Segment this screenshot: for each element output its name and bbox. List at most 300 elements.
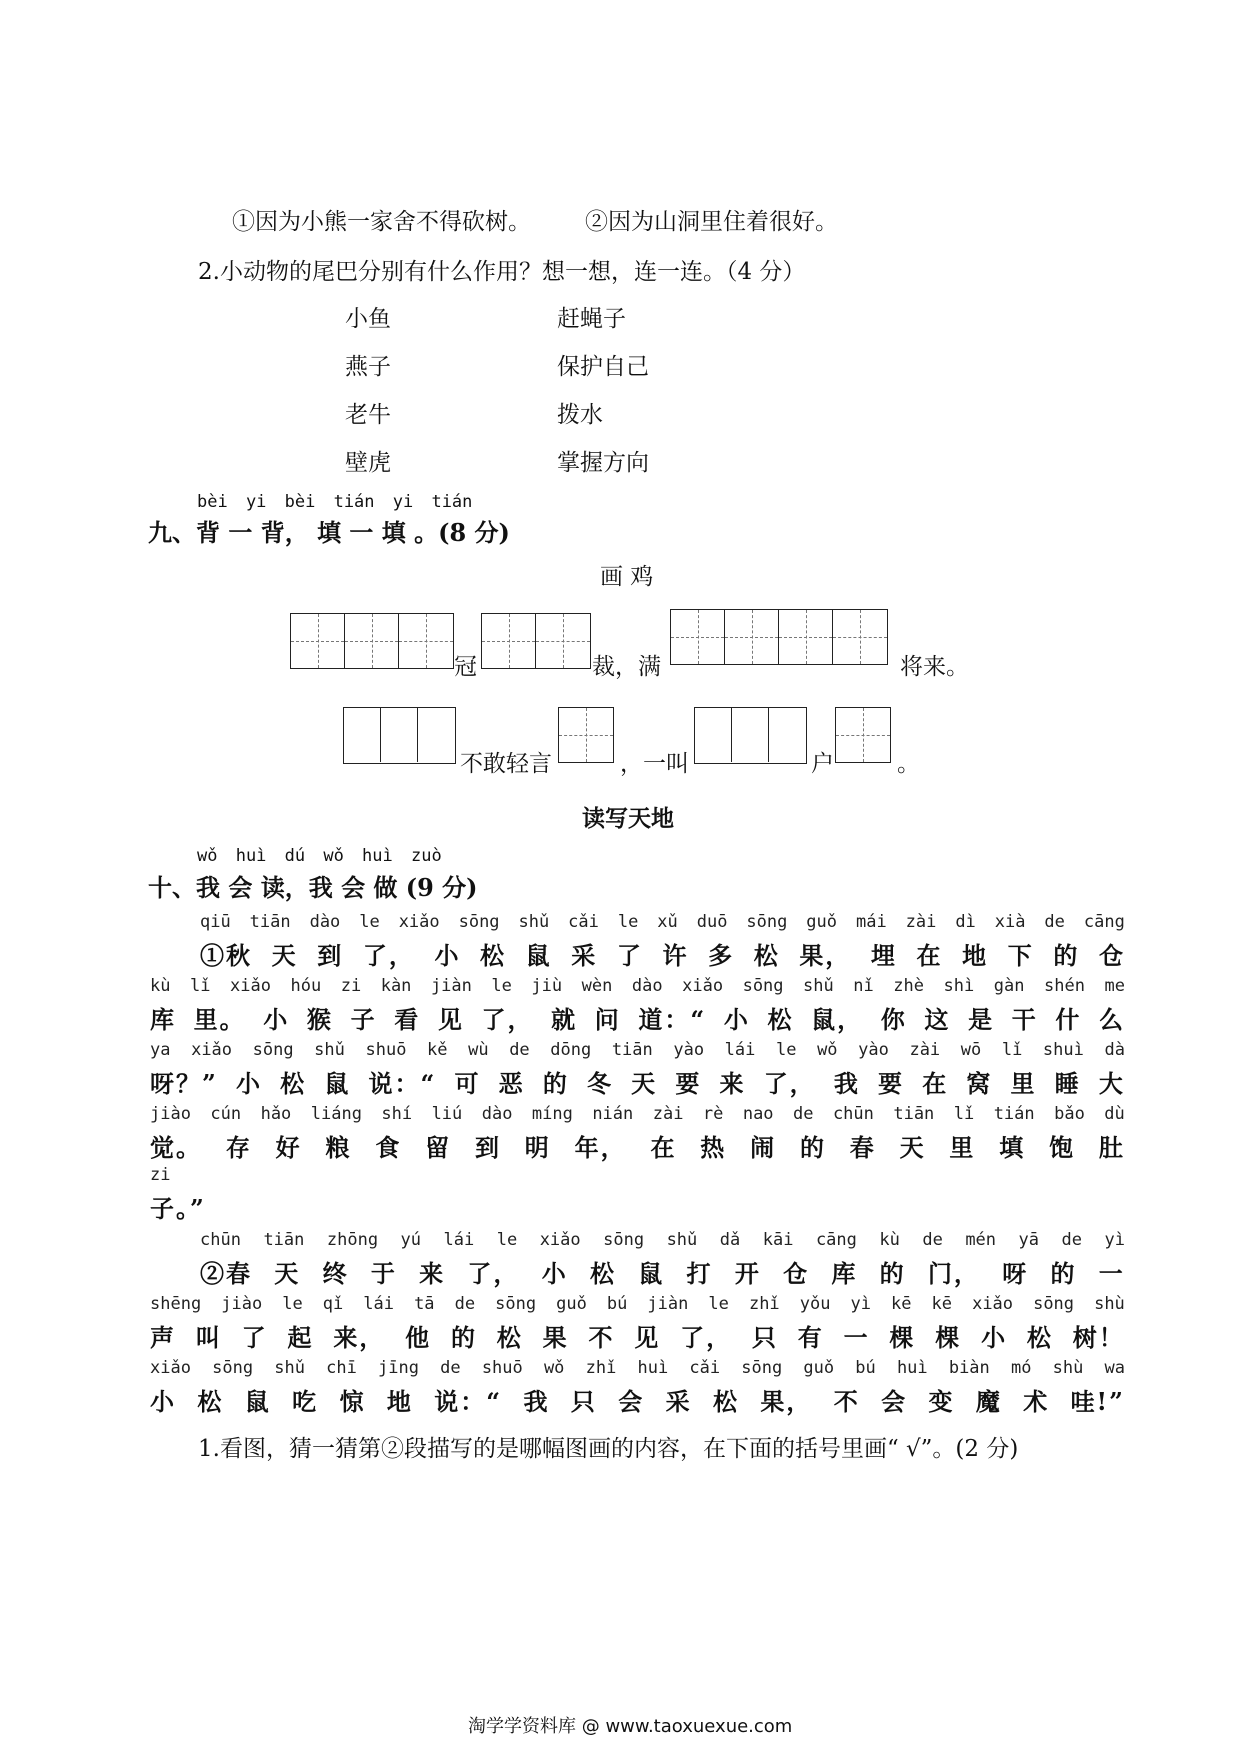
pinyin-syllable: yì — [850, 1294, 871, 1314]
hanzi-char: 大 — [1098, 1069, 1125, 1098]
pinyin-syllable: zi — [150, 1165, 171, 1185]
hanzi-char: 来 — [419, 1259, 446, 1288]
hanzi-char: 留 — [425, 1133, 452, 1162]
hanzi-char: 开 — [734, 1259, 761, 1288]
poem-text: ，一叫 — [620, 751, 689, 777]
pinyin-syllable: duō — [696, 912, 728, 932]
hanzi-char: 会 — [881, 1387, 908, 1416]
pinyin-syllable: sōng — [252, 1040, 294, 1060]
hanzi-char: 年， — [574, 1133, 627, 1162]
hanzi-char: 的 — [879, 1259, 906, 1288]
pinyin-syllable: tiān — [893, 1104, 935, 1124]
pinyin-line — [150, 1040, 1125, 1060]
pinyin-syllable: sōng — [458, 912, 500, 932]
pinyin-syllable: huì — [896, 1358, 928, 1378]
pinyin-syllable: chūn — [832, 1104, 874, 1124]
pinyin-syllable: shēng — [150, 1294, 202, 1314]
hanzi-char: 么 — [1098, 1005, 1125, 1034]
pinyin-syllable: de — [509, 1040, 530, 1060]
passage-line — [150, 1165, 210, 1227]
hanzi-char: 小 — [541, 1259, 568, 1288]
hanzi-char: 魔 — [975, 1387, 1002, 1416]
pinyin-syllable: nao — [742, 1104, 774, 1124]
pinyin-syllable: le — [617, 912, 639, 932]
hanzi-char: 了， — [481, 1005, 534, 1034]
part-title: 读写天地 — [582, 805, 674, 832]
pinyin-line — [200, 912, 1125, 932]
answer-grid-5[interactable] — [558, 707, 614, 763]
hanzi-line — [150, 1064, 1125, 1099]
pinyin-syllable: zài — [652, 1104, 684, 1124]
pinyin-syllable: dào — [481, 1104, 513, 1124]
pinyin-syllable: le — [708, 1294, 729, 1314]
hanzi-char: 说：“ — [434, 1387, 503, 1416]
answer-grid-1[interactable] — [290, 613, 454, 669]
pinyin-syllable: sōng — [741, 1358, 783, 1378]
section-9-heading — [197, 492, 472, 512]
pinyin-syllable: shǔ — [666, 1230, 698, 1250]
pinyin-syllable: zhǐ — [748, 1294, 780, 1314]
hanzi-char: 地 — [386, 1387, 413, 1416]
hanzi-char: 猴 — [306, 1005, 333, 1034]
hanzi-char: 呀？” — [150, 1069, 218, 1098]
pinyin-syllable: de — [1044, 912, 1065, 932]
pinyin-syllable: yú — [400, 1230, 422, 1250]
pinyin-syllable: bú — [855, 1358, 876, 1378]
pinyin-syllable: me — [1104, 976, 1125, 996]
pinyin-syllable: mén — [965, 1230, 997, 1250]
pinyin-syllable: tiān — [611, 1040, 653, 1060]
pinyin-syllable: guǒ — [806, 912, 838, 932]
passage-line — [150, 1104, 1125, 1166]
hanzi-char: 鼠 — [638, 1259, 665, 1288]
hanzi-char: 松 — [496, 1323, 523, 1352]
question-8-2: 2.小动物的尾巴分别有什么作用？想一想，连一连。（4 分） — [198, 259, 806, 285]
pinyin-line — [150, 1358, 1125, 1378]
pinyin-syllable: dào — [631, 976, 663, 996]
pinyin-syllable: guǒ — [803, 1358, 835, 1378]
pinyin-syllable: zhōng — [326, 1230, 379, 1250]
hanzi-char: 道：“ — [638, 1005, 707, 1034]
hanzi-char: 门， — [927, 1259, 980, 1288]
hanzi-char: 库 — [150, 1005, 176, 1034]
pinyin-syllable: sōng — [495, 1294, 537, 1314]
hanzi-char: 吃 — [292, 1387, 319, 1416]
pinyin-syllable: dǎ — [719, 1230, 741, 1250]
hanzi-char: 了， — [680, 1323, 733, 1352]
hanzi-char: 声 — [150, 1323, 176, 1352]
animal-item[interactable]: 小鱼 — [345, 306, 391, 332]
hanzi-char: 在 — [916, 941, 943, 970]
pinyin-syllable: tā — [414, 1294, 435, 1314]
poem-text: 将来。 — [900, 654, 969, 680]
hanzi-char: 棵 — [935, 1323, 962, 1352]
hanzi-char: 了， — [362, 941, 415, 970]
hanzi-char: 见 — [437, 1005, 464, 1034]
hanzi-char: 棵 — [889, 1323, 916, 1352]
pinyin-syllable: kù — [150, 976, 171, 996]
pinyin-syllable: jiào — [221, 1294, 263, 1314]
hanzi-char: 小 — [150, 1387, 176, 1416]
pinyin-syllable: jiàn — [647, 1294, 689, 1314]
hanzi-char: 不 — [588, 1323, 615, 1352]
answer-grid-6[interactable] — [694, 707, 807, 764]
hanzi-char: 问 — [594, 1005, 621, 1034]
pinyin-syllable: mái — [855, 912, 887, 932]
hanzi-char: 的 — [1050, 1259, 1077, 1288]
pinyin-syllable: wǒ — [817, 1040, 838, 1060]
poem-text: 冠 — [454, 654, 477, 680]
hanzi-char: 松 — [753, 941, 780, 970]
animal-item[interactable]: 燕子 — [345, 354, 391, 380]
hanzi-char: 觉。 — [150, 1133, 202, 1162]
hanzi-char: 仓 — [1098, 941, 1125, 970]
hanzi-char: 哇!” — [1070, 1387, 1125, 1416]
pinyin-syllable: kàn — [380, 976, 412, 996]
question-10-1: 1.看图，猜一猜第②段描写的是哪幅图画的内容，在下面的括号里画“ √”。(2 分) — [198, 1436, 1019, 1462]
pinyin-syllable: le — [496, 1230, 518, 1250]
pinyin-syllable: xià — [994, 912, 1026, 932]
pinyin-line — [200, 1230, 1125, 1250]
pinyin-syllable: jiù — [531, 976, 563, 996]
hanzi-char: 小 — [723, 1005, 750, 1034]
pinyin-syllable: lái — [443, 1230, 475, 1250]
option-1: ①因为小熊一家舍不得砍树。 — [232, 209, 531, 235]
pinyin-syllable: dù — [1104, 1104, 1125, 1124]
pinyin-syllable: shí — [381, 1104, 413, 1124]
pinyin-syllable: hǎo — [260, 1104, 292, 1124]
hanzi-char: 见 — [634, 1323, 661, 1352]
hanzi-char: 子。” — [150, 1194, 206, 1223]
hanzi-line — [200, 1254, 1125, 1289]
hanzi-char: 小 — [434, 941, 461, 970]
use-item[interactable]: 赶蝇子 — [557, 306, 626, 332]
hanzi-char: 术 — [1023, 1387, 1050, 1416]
passage-line — [200, 1230, 1125, 1292]
hanzi-char: 一 — [843, 1323, 870, 1352]
hanzi-char: 松 — [1026, 1323, 1053, 1352]
hanzi-char: 窝 — [966, 1069, 993, 1098]
section-9-pinyin: bèi yi bèi tián yi tián — [197, 492, 473, 512]
hanzi-char: 来， — [333, 1323, 386, 1352]
hanzi-char: 在 — [922, 1069, 949, 1098]
pinyin-syllable: yā — [1018, 1230, 1039, 1250]
hanzi-char: 一 — [1098, 1259, 1125, 1288]
hanzi-char: 里 — [949, 1133, 976, 1162]
hanzi-char: 终 — [322, 1259, 349, 1288]
hanzi-char: 多 — [708, 941, 735, 970]
hanzi-char: 只 — [570, 1387, 597, 1416]
pinyin-syllable: de — [1061, 1230, 1082, 1250]
answer-grid-4[interactable] — [343, 707, 456, 764]
hanzi-char: 起 — [287, 1323, 314, 1352]
hanzi-char: 不 — [833, 1387, 860, 1416]
pinyin-syllable: gàn — [993, 976, 1025, 996]
hanzi-char: 睡 — [1054, 1069, 1081, 1098]
pinyin-syllable: yào — [673, 1040, 705, 1060]
hanzi-char: 鼠， — [811, 1005, 864, 1034]
hanzi-char: 的 — [450, 1323, 477, 1352]
hanzi-char: 鼠 — [324, 1069, 351, 1098]
pinyin-syllable: jiào — [150, 1104, 191, 1124]
pinyin-syllable: xiǎo — [191, 1040, 233, 1060]
hanzi-char: 明 — [524, 1133, 551, 1162]
pinyin-syllable: dào — [309, 912, 341, 932]
pinyin-syllable: yào — [858, 1040, 889, 1060]
pinyin-line — [150, 976, 1125, 996]
pinyin-syllable: kē — [931, 1294, 953, 1314]
hanzi-char: 说：“ — [368, 1069, 437, 1098]
hanzi-char: 的 — [799, 1133, 826, 1162]
passage-line — [150, 1040, 1125, 1102]
pinyin-syllable: guǒ — [556, 1294, 587, 1314]
hanzi-char: 树！ — [1072, 1323, 1125, 1352]
pinyin-syllable: zài — [905, 912, 937, 932]
pinyin-syllable: sōng — [212, 1358, 254, 1378]
section-10-title: 十、我 会 读，我 会 做 (9 分) — [148, 873, 478, 902]
pinyin-syllable: bú — [606, 1294, 628, 1314]
pinyin-syllable: xiǎo — [682, 976, 724, 996]
pinyin-syllable: le — [775, 1040, 797, 1060]
pinyin-syllable: wa — [1104, 1358, 1125, 1378]
pinyin-syllable: rè — [702, 1104, 724, 1124]
hanzi-char: 果， — [799, 941, 852, 970]
pinyin-syllable: tiān — [249, 912, 291, 932]
pinyin-syllable: le — [359, 912, 380, 932]
hanzi-char: 了， — [467, 1259, 520, 1288]
hanzi-char: 的 — [1053, 941, 1080, 970]
pinyin-syllable: shuō — [365, 1040, 407, 1060]
hanzi-char: 了， — [763, 1069, 816, 1098]
hanzi-char: 于 — [370, 1259, 397, 1288]
hanzi-char: 小 — [263, 1005, 290, 1034]
pinyin-syllable: chūn — [200, 1230, 241, 1250]
pinyin-syllable: kāi — [762, 1230, 794, 1250]
hanzi-char: 会 — [618, 1387, 645, 1416]
hanzi-char: 鼠 — [244, 1387, 271, 1416]
hanzi-char: 天 — [271, 941, 298, 970]
hanzi-line — [150, 1382, 1125, 1417]
pinyin-syllable: de — [793, 1104, 814, 1124]
pinyin-syllable: zhǐ — [585, 1358, 617, 1378]
pinyin-syllable: liú — [431, 1104, 463, 1124]
poem-text: 裁，满 — [592, 654, 661, 680]
pinyin-line — [150, 1294, 1125, 1314]
hanzi-char: 里。 — [193, 1005, 246, 1034]
hanzi-char: 有 — [797, 1323, 824, 1352]
poem-text: 不敢轻言 — [460, 751, 552, 777]
pinyin-syllable: de — [440, 1358, 461, 1378]
hanzi-char: 鼠 — [525, 941, 552, 970]
hanzi-char: 热 — [700, 1133, 727, 1162]
hanzi-char: 冬 — [587, 1069, 613, 1098]
hanzi-char: 埋 — [870, 941, 897, 970]
hanzi-char: 食 — [375, 1133, 402, 1162]
poem-text: 。 — [897, 751, 920, 777]
pinyin-syllable: jiàn — [430, 976, 472, 996]
hanzi-char: 松 — [197, 1387, 224, 1416]
hanzi-char: 下 — [1007, 941, 1034, 970]
pinyin-syllable: xiǎo — [972, 1294, 1014, 1314]
pinyin-syllable: hóu — [290, 976, 322, 996]
pinyin-syllable: zi — [340, 976, 362, 996]
pinyin-syllable: ya — [150, 1040, 171, 1060]
hanzi-char: ②春 — [200, 1259, 252, 1288]
hanzi-char: 果， — [760, 1387, 813, 1416]
hanzi-char: 松 — [767, 1005, 794, 1034]
pinyin-syllable: lǐ — [190, 976, 211, 996]
pinyin-syllable: shǔ — [518, 912, 550, 932]
hanzi-char: 到 — [474, 1133, 501, 1162]
hanzi-line — [200, 936, 1125, 971]
hanzi-char: 填 — [999, 1133, 1026, 1162]
hanzi-char: 许 — [662, 941, 689, 970]
pinyin-syllable: cǎi — [568, 912, 599, 932]
hanzi-char: 呀 — [1002, 1259, 1029, 1288]
pinyin-syllable: wǒ — [543, 1358, 565, 1378]
passage-line — [200, 912, 1125, 974]
poem-text: 户 — [811, 751, 834, 777]
pinyin-syllable: wù — [468, 1040, 489, 1060]
pinyin-syllable: sōng — [742, 976, 784, 996]
pinyin-line — [150, 1165, 210, 1185]
hanzi-char: 果 — [542, 1323, 569, 1352]
hanzi-char: 他 — [405, 1323, 432, 1352]
pinyin-syllable: sōng — [1033, 1294, 1075, 1314]
hanzi-char: 地 — [962, 941, 989, 970]
poem-title: 画 鸡 — [600, 564, 654, 590]
hanzi-char: 采 — [571, 941, 598, 970]
section-10-pinyin: wǒ huì dú wǒ huì zuò — [197, 846, 442, 866]
hanzi-char: 采 — [665, 1387, 692, 1416]
pinyin-syllable: míng — [531, 1104, 573, 1124]
pinyin-syllable: liáng — [310, 1104, 362, 1124]
hanzi-char: 小 — [235, 1069, 262, 1098]
pinyin-syllable: dōng — [550, 1040, 592, 1060]
hanzi-char: 肚 — [1098, 1133, 1125, 1162]
pinyin-syllable: wèn — [581, 976, 613, 996]
passage-line — [150, 1294, 1125, 1356]
use-item[interactable]: 拨水 — [557, 402, 603, 428]
pinyin-syllable: jīng — [378, 1358, 419, 1378]
hanzi-line — [150, 1189, 210, 1224]
hanzi-char: 了 — [241, 1323, 268, 1352]
hanzi-char: 打 — [686, 1259, 713, 1288]
pinyin-syllable: xǔ — [657, 912, 678, 932]
pinyin-syllable: shù — [1052, 1358, 1084, 1378]
pinyin-syllable: qiū — [200, 912, 231, 932]
pinyin-syllable: nǐ — [853, 976, 874, 996]
pinyin-syllable: lǐ — [1001, 1040, 1023, 1060]
pinyin-syllable: yì — [1104, 1230, 1125, 1250]
pinyin-syllable: shuō — [481, 1358, 523, 1378]
hanzi-char: 天 — [899, 1133, 926, 1162]
pinyin-syllable: lǐ — [953, 1104, 975, 1124]
pinyin-syllable: kē — [891, 1294, 912, 1314]
use-item[interactable]: 掌握方向 — [557, 450, 649, 476]
hanzi-char: 松 — [280, 1069, 307, 1098]
hanzi-char: 是 — [968, 1005, 995, 1034]
pinyin-line — [150, 1104, 1125, 1124]
pinyin-syllable: cāng — [815, 1230, 857, 1250]
hanzi-char: 要 — [675, 1069, 702, 1098]
animal-item[interactable]: 壁虎 — [345, 450, 391, 476]
hanzi-char: 饱 — [1049, 1133, 1076, 1162]
pinyin-syllable: zhè — [893, 976, 924, 996]
pinyin-syllable: de — [922, 1230, 943, 1250]
pinyin-syllable: tiān — [263, 1230, 305, 1250]
answer-grid-7[interactable] — [835, 707, 891, 763]
pinyin-syllable: sōng — [603, 1230, 645, 1250]
hanzi-char: 这 — [924, 1005, 951, 1034]
pinyin-syllable: shǔ — [274, 1358, 305, 1378]
pinyin-syllable: shuì — [1042, 1040, 1084, 1060]
hanzi-char: 在 — [650, 1133, 677, 1162]
hanzi-char: 只 — [751, 1323, 778, 1352]
hanzi-char: 库 — [831, 1259, 858, 1288]
hanzi-char: ①秋 — [200, 941, 252, 970]
hanzi-char: 变 — [928, 1387, 955, 1416]
hanzi-char: 你 — [880, 1005, 907, 1034]
pinyin-syllable: chī — [326, 1358, 357, 1378]
section-9-title: 九、背 一 背， 填 一 填 。(8 分) — [148, 518, 510, 547]
pinyin-syllable: shǔ — [803, 976, 834, 996]
hanzi-char: 就 — [551, 1005, 578, 1034]
pinyin-syllable: yǒu — [799, 1294, 831, 1314]
hanzi-char: 恶 — [498, 1069, 525, 1098]
hanzi-char: 松 — [480, 941, 507, 970]
hanzi-char: 仓 — [783, 1259, 810, 1288]
pinyin-syllable: qǐ — [322, 1294, 344, 1314]
pinyin-syllable: wō — [960, 1040, 982, 1060]
pinyin-syllable: xiǎo — [150, 1358, 191, 1378]
answer-grid-3[interactable] — [670, 609, 888, 665]
hanzi-char: 天 — [631, 1069, 658, 1098]
hanzi-char: 里 — [1010, 1069, 1037, 1098]
option-2: ②因为山洞里住着很好。 — [585, 209, 838, 235]
hanzi-char: 我 — [833, 1069, 860, 1098]
hanzi-char: 要 — [878, 1069, 905, 1098]
pinyin-syllable: le — [282, 1294, 303, 1314]
hanzi-char: 惊 — [339, 1387, 366, 1416]
hanzi-line — [150, 1318, 1125, 1353]
pinyin-syllable: de — [454, 1294, 476, 1314]
pinyin-syllable: dì — [955, 912, 976, 932]
answer-grid-2[interactable] — [481, 613, 591, 669]
hanzi-char: 来 — [719, 1069, 746, 1098]
pinyin-syllable: biàn — [948, 1358, 990, 1378]
hanzi-char: 什 — [1055, 1005, 1082, 1034]
hanzi-char: 小 — [981, 1323, 1008, 1352]
pinyin-syllable: shù — [1094, 1294, 1125, 1314]
pinyin-syllable: le — [491, 976, 512, 996]
hanzi-char: 粮 — [325, 1133, 352, 1162]
page-footer: 淘学学资料库 @ www.taoxuexue.com — [468, 1716, 793, 1737]
hanzi-char: 松 — [712, 1387, 739, 1416]
passage-line — [150, 976, 1125, 1038]
pinyin-syllable: huì — [637, 1358, 669, 1378]
section-10-heading — [197, 846, 442, 866]
hanzi-line — [150, 1000, 1125, 1035]
pinyin-syllable: lái — [724, 1040, 756, 1060]
hanzi-char: 的 — [542, 1069, 569, 1098]
hanzi-char: 了 — [616, 941, 643, 970]
pinyin-syllable: xiǎo — [398, 912, 440, 932]
hanzi-char: 我 — [523, 1387, 550, 1416]
use-item[interactable]: 保护自己 — [557, 354, 649, 380]
pinyin-syllable: dà — [1104, 1040, 1125, 1060]
animal-item[interactable]: 老牛 — [345, 402, 391, 428]
